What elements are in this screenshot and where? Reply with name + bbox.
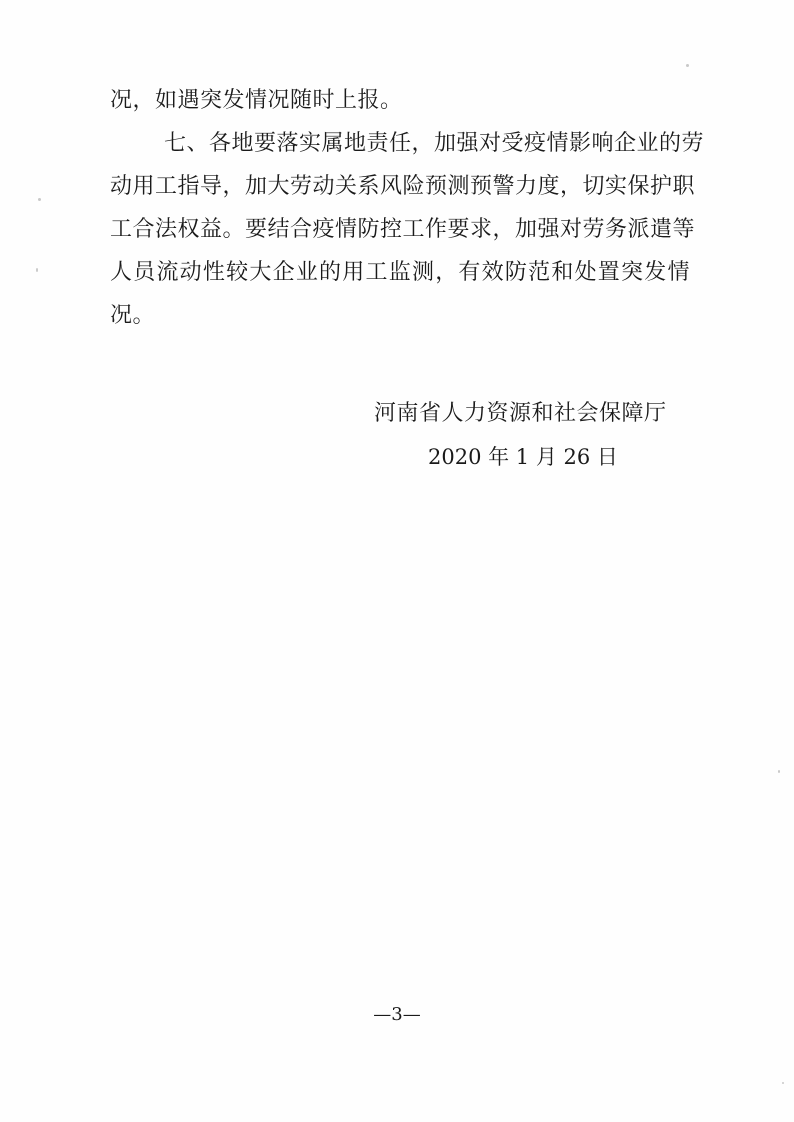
scan-speck <box>38 198 41 201</box>
scan-speck <box>778 770 780 773</box>
paragraph-line: 人员流动性较大企业的用工监测，有效防范和处置突发情 <box>110 260 690 285</box>
paragraph-line: 况，如遇突发情况随时上报。 <box>110 88 403 113</box>
page-number: —3— <box>373 1004 421 1025</box>
scan-speck <box>782 1082 784 1084</box>
paragraph-line: 动用工指导，加大劳动关系风险预测预警力度，切实保护职 <box>110 174 696 199</box>
issuing-organization: 河南省人力资源和社会保障厅 <box>374 401 667 426</box>
scan-speck <box>36 268 38 272</box>
paragraph-line: 工合法权益。要结合疫情防控工作要求，加强对劳务派遣等 <box>110 217 696 242</box>
paragraph-line: 况。 <box>110 303 156 328</box>
scan-speck <box>686 64 689 67</box>
paragraph-line: 七、各地要落实属地责任，加强对受疫情影响企业的劳 <box>164 131 705 156</box>
issue-date: 2020 年 1 月 26 日 <box>428 445 618 469</box>
